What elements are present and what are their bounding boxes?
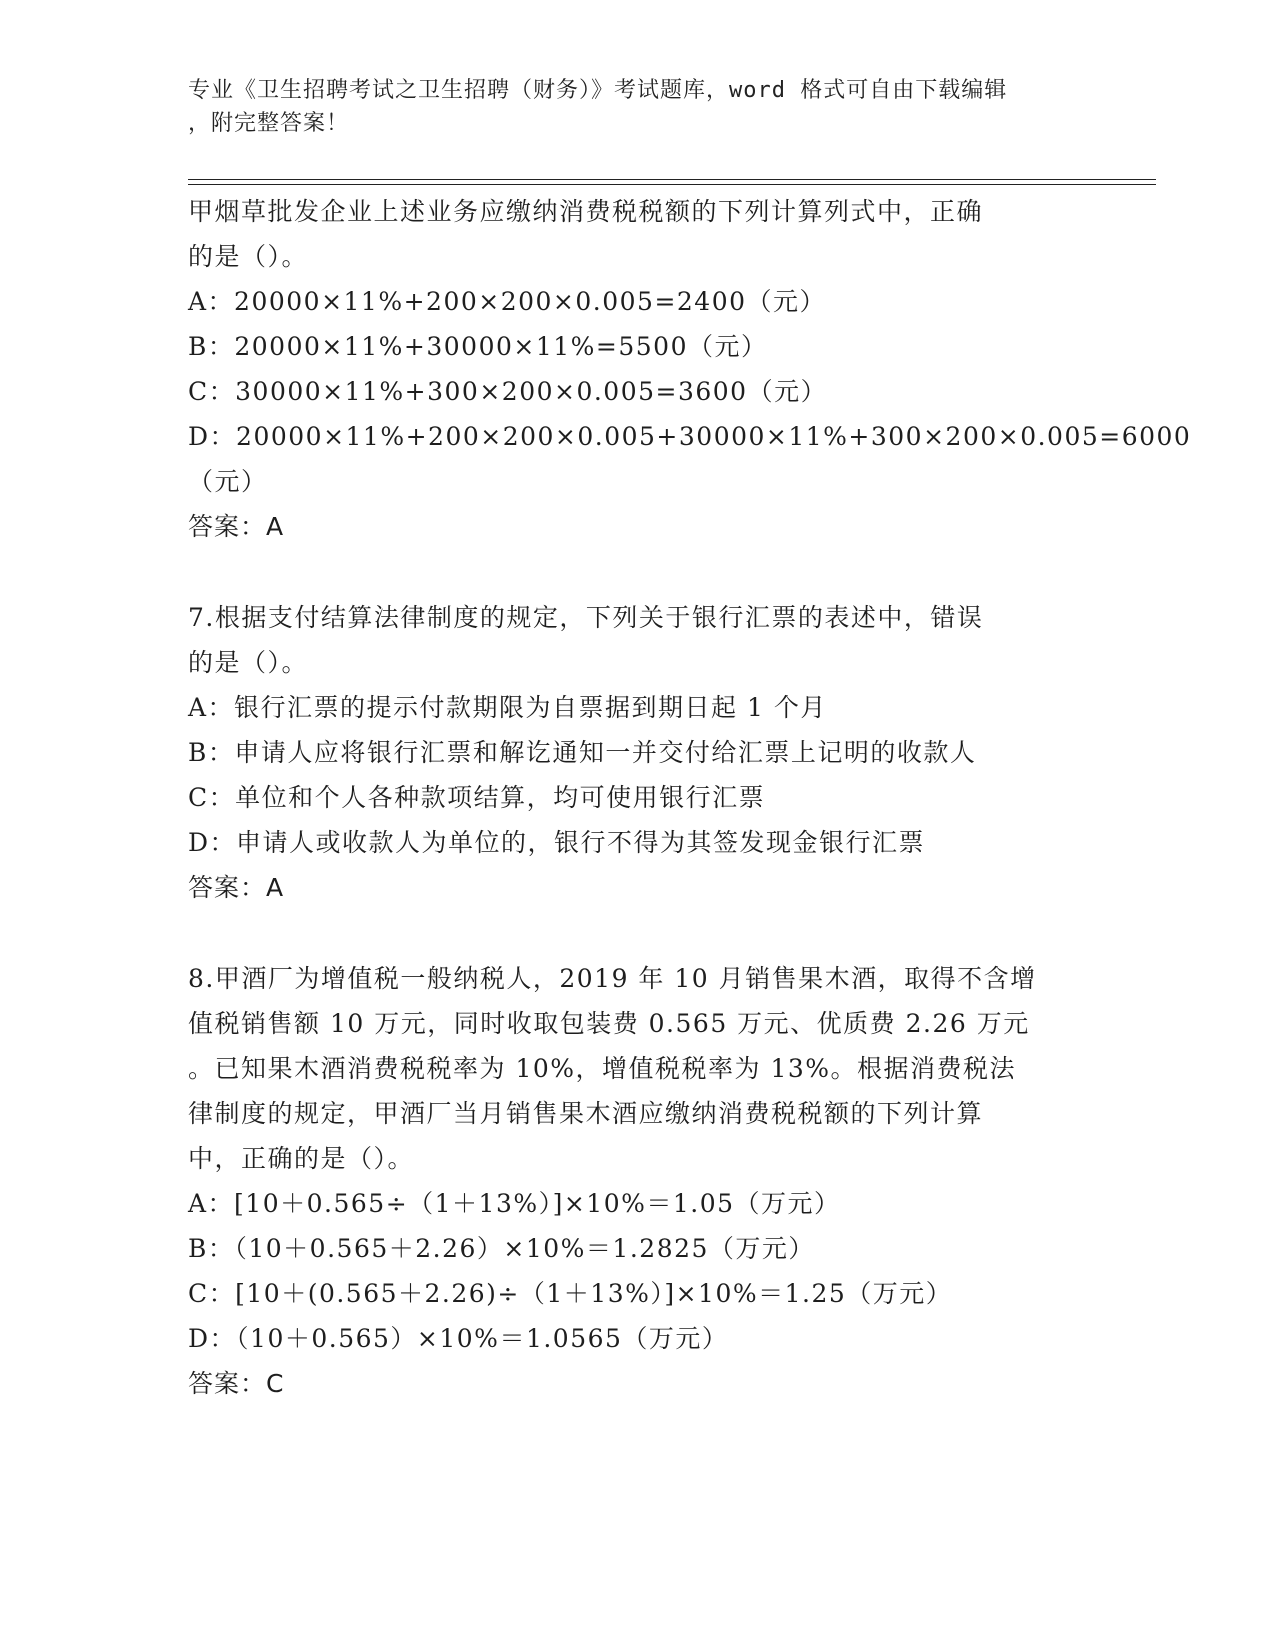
- question-spacer: [188, 549, 1088, 595]
- question-7: [188, 595, 1088, 910]
- answer-label: 答案：C: [188, 1369, 285, 1398]
- question-stem-line: 律制度的规定，甲酒厂当月销售果木酒应缴纳消费税税额的下列计算: [188, 1099, 984, 1128]
- header-rule-top: [188, 179, 1156, 180]
- option-b: B：20000×11%+30000×11%=5500（元）: [188, 332, 768, 361]
- option-d-continued: （元）: [188, 467, 268, 496]
- header-rule-bottom: [188, 184, 1156, 185]
- question-stem-line: 的是（）。: [188, 648, 309, 677]
- option-a: A：20000×11%+200×200×0.005=2400（元）: [188, 287, 827, 316]
- question-stem-line: 8.甲酒厂为增值税一般纳税人，2019 年 10 月销售果木酒，取得不含增: [188, 964, 1037, 993]
- question-stem-line: 的是（）。: [188, 242, 309, 271]
- option-a: A：银行汇票的提示付款期限为自票据到期日起 1 个月: [188, 693, 827, 722]
- option-c: C：[10＋(0.565＋2.26)÷（1＋13%）]×10%＝1.25（万元）: [188, 1279, 953, 1308]
- option-d: D：20000×11%+200×200×0.005+30000×11%+300×200×0.005=6000: [188, 422, 1192, 451]
- question-6: [188, 189, 1192, 549]
- document-header: [188, 74, 1068, 140]
- option-b: B：（10＋0.565＋2.26）×10%＝1.2825（万元）: [188, 1234, 815, 1263]
- question-stem-line: 值税销售额 10 万元，同时收取包装费 0.565 万元、优质费 2.26 万元: [188, 1009, 1030, 1038]
- question-spacer: [188, 910, 1088, 956]
- answer-label: 答案：A: [188, 512, 285, 541]
- option-d: D：申请人或收款人为单位的，银行不得为其签发现金银行汇票: [188, 828, 926, 857]
- option-b: B：申请人应将银行汇票和解讫通知一并交付给汇票上记明的收款人: [188, 738, 977, 767]
- answer-label: 答案：A: [188, 873, 285, 902]
- question-stem-line: 甲烟草批发企业上述业务应缴纳消费税税额的下列计算列式中，正确: [188, 197, 984, 226]
- option-c: C：30000×11%+300×200×0.005=3600（元）: [188, 377, 828, 406]
- document-body: [188, 189, 1192, 1406]
- question-stem-line: 。已知果木酒消费税税率为 10%，增值税税率为 13%。根据消费税法: [188, 1054, 1017, 1083]
- option-a: A：[10＋0.565÷（1＋13%）]×10%＝1.05（万元）: [188, 1189, 841, 1218]
- header-line-1: 专业《卫生招聘考试之卫生招聘（财务）》考试题库，word 格式可自由下载编辑: [188, 78, 1008, 103]
- option-c: C：单位和个人各种款项结算，均可使用银行汇票: [188, 783, 766, 812]
- question-stem-line: 7.根据支付结算法律制度的规定，下列关于银行汇票的表述中，错误: [188, 603, 984, 632]
- header-line-2: ，附完整答案！: [188, 111, 350, 136]
- question-stem-line: 中，正确的是（）。: [188, 1144, 415, 1173]
- option-d: D：（10＋0.565）×10%＝1.0565（万元）: [188, 1324, 729, 1353]
- question-8: [188, 956, 1088, 1406]
